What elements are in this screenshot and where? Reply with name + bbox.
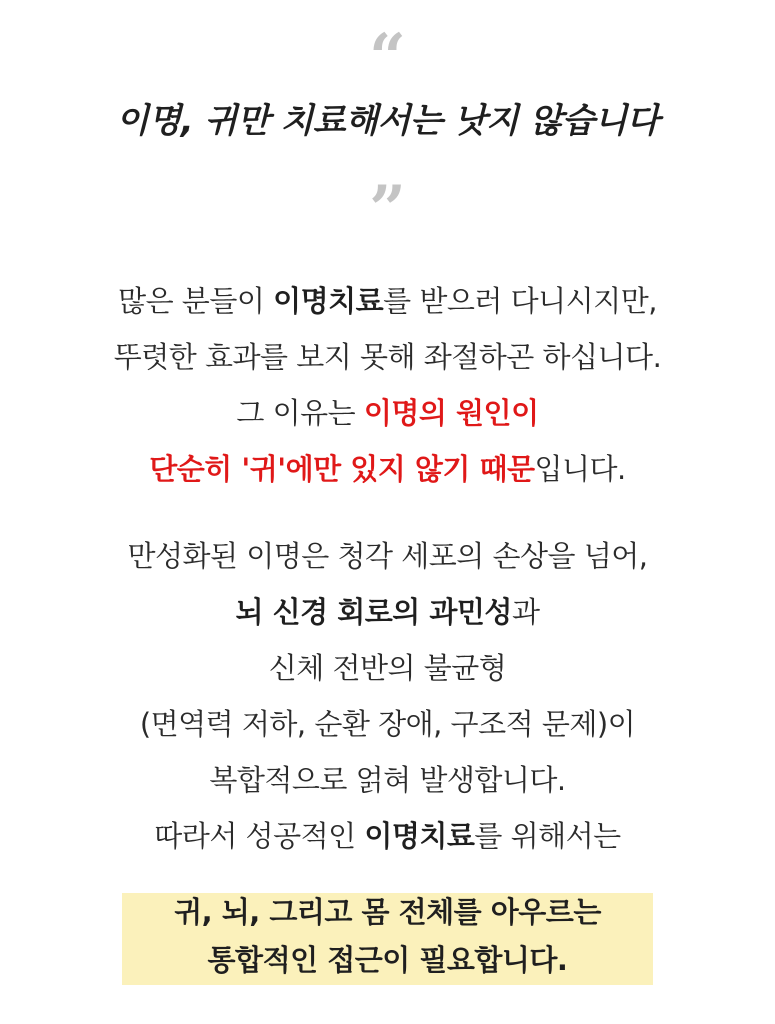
intro-text: 입니다.: [534, 452, 626, 486]
intro-line-3: [0, 385, 775, 441]
intro-text: 그 이유는: [236, 396, 364, 430]
close-quote-icon: ”: [369, 172, 406, 247]
cause-line-1: 만성화된 이명은 청각 세포의 손상을 넘어,: [127, 539, 648, 573]
intro-paragraph: [0, 273, 775, 497]
cause-text: 과: [511, 595, 540, 629]
conclusion-line-2: 통합적인 접근이 필요합니다.: [207, 943, 568, 977]
open-quote-icon: “: [369, 20, 406, 95]
cause-line-6: [0, 808, 775, 864]
intro-line-4: [0, 441, 775, 497]
keyword-tinnitus-treatment: 이명치료: [273, 284, 384, 318]
cause-line-3: 신체 전반의 불균형: [268, 651, 507, 685]
cause-line-4: (면역력 저하, 순환 장애, 구조적 문제)이: [139, 707, 636, 741]
intro-text: 를 받으러 다니시지만,: [383, 284, 657, 318]
bold-emphasis: 뇌 신경 회로의 과민성: [235, 595, 512, 629]
intro-line-1: [0, 273, 775, 329]
keyword-tinnitus-treatment: 이명치료: [364, 819, 475, 853]
conclusion-text: [0, 888, 775, 984]
cause-line-5: 복합적으로 얽혀 발생합니다.: [209, 763, 566, 797]
cause-text: 따라서 성공적인: [154, 819, 365, 853]
intro-line-2: 뚜렷한 효과를 보지 못해 좌절하곤 하십니다.: [113, 340, 662, 374]
cause-line-2: [0, 584, 775, 640]
cause-paragraph: [0, 528, 775, 864]
red-emphasis: 이명의 원인이: [363, 396, 539, 430]
cause-text: 를 위해서는: [474, 819, 621, 853]
red-emphasis: 단순히 '귀'에만 있지 않기 때문: [149, 452, 535, 486]
headline: 이명, 귀만 치료해서는 낫지 않습니다: [116, 101, 659, 141]
conclusion-line-1: 귀, 뇌, 그리고 몸 전체를 아우르는: [174, 895, 601, 929]
intro-text: 많은 분들이: [118, 284, 274, 318]
